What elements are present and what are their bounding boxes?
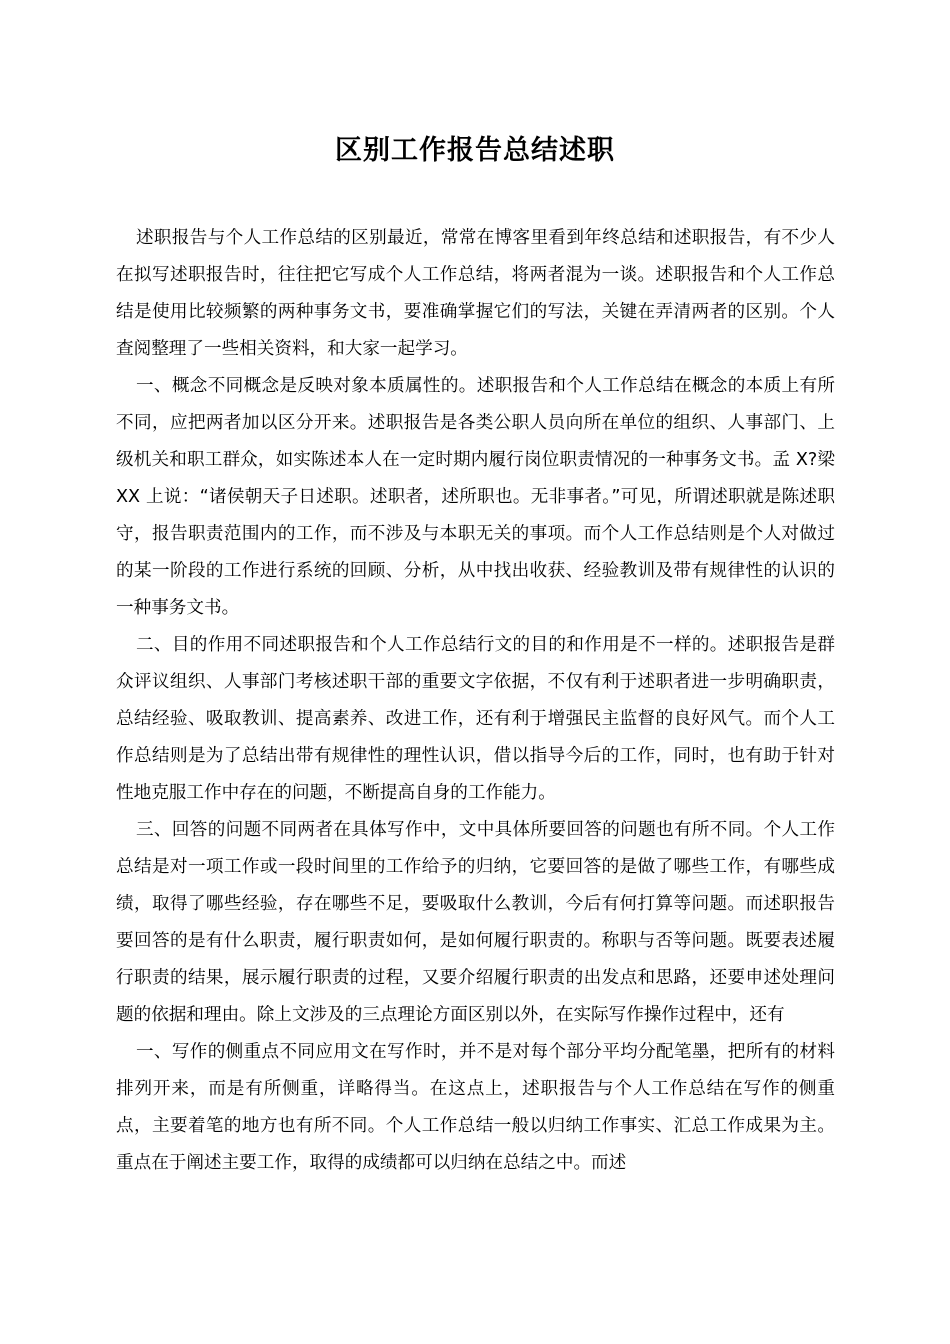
paragraph-concept: 一、概念不同概念是反映对象本质属性的。述职报告和个人工作总结在概念的本质上有所不同，应把两者加以区分开来。述职报告是各类公职人员向所在单位的组织、人事部门、上级机关和职工群众，如实陈述本人在一定时期内履行岗位职责情况的一种事务文书。孟 X?梁 XX 上说：“诸侯朝天子日述职。述职者，述所职也。无非事者。”可见，所谓述职就是陈述职守，报告职责范围内的工作，而不涉及与本职无关的事项。而个人工作总结则是个人对做过的某一阶段的工作进行系统的回顾、分析，从中找出收获、经验教训及带有规律性的认识的一种事务文书。 [116,376,835,618]
document-title: 区别工作报告总结述职 [335,135,615,166]
paragraph-intro: 述职报告与个人工作总结的区别最近，常常在博客里看到年终总结和述职报告，有不少人在拟写述职报告时，往往把它写成个人工作总结，将两者混为一谈。述职报告和个人工作总结是使用比较频繁的两种事务文书，要准确掌握它们的写法，关键在弄清两者的区别。个人查阅整理了一些相关资料，和大家一起学习。 [116,228,835,359]
document-body [116,220,835,1182]
paragraph-purpose: 二、目的作用不同述职报告和个人工作总结行文的目的和作用是不一样的。述职报告是群众评议组织、人事部门考核述职干部的重要文字依据，不仅有利于述职者进一步明确职责，总结经验、吸取教训、提高素养、改进工作，还有利于增强民主监督的良好风气。而个人工作总结则是为了总结出带有规律性的理性认识，借以指导今后的工作，同时，也有助于针对性地克服工作中存在的问题，不断提高自身的工作能力。 [116,635,835,803]
paragraph-focus: 一、写作的侧重点不同应用文在写作时，并不是对每个部分平均分配笔墨，把所有的材料排列开来，而是有所侧重，详略得当。在这点上，述职报告与个人工作总结在写作的侧重点，主要着笔的地方也有所不同。个人工作总结一般以归纳工作事实、汇总工作成果为主。重点在于阐述主要工作，取得的成绩都可以归纳在总结之中。而述 [116,1042,835,1173]
paragraph-questions: 三、回答的问题不同两者在具体写作中，文中具体所要回答的问题也有所不同。个人工作总结是对一项工作或一段时间里的工作给予的归纳，它要回答的是做了哪些工作，有哪些成绩，取得了哪些经验，存在哪些不足，要吸取什么教训，今后有何打算等问题。而述职报告要回答的是有什么职责，履行职责如何，是如何履行职责的。称职与否等问题。既要表述履行职责的结果，展示履行职责的过程，又要介绍履行职责的出发点和思路，还要申述处理问题的依据和理由。除上文涉及的三点理论方面区别以外，在实际写作操作过程中，还有 [116,820,835,1025]
